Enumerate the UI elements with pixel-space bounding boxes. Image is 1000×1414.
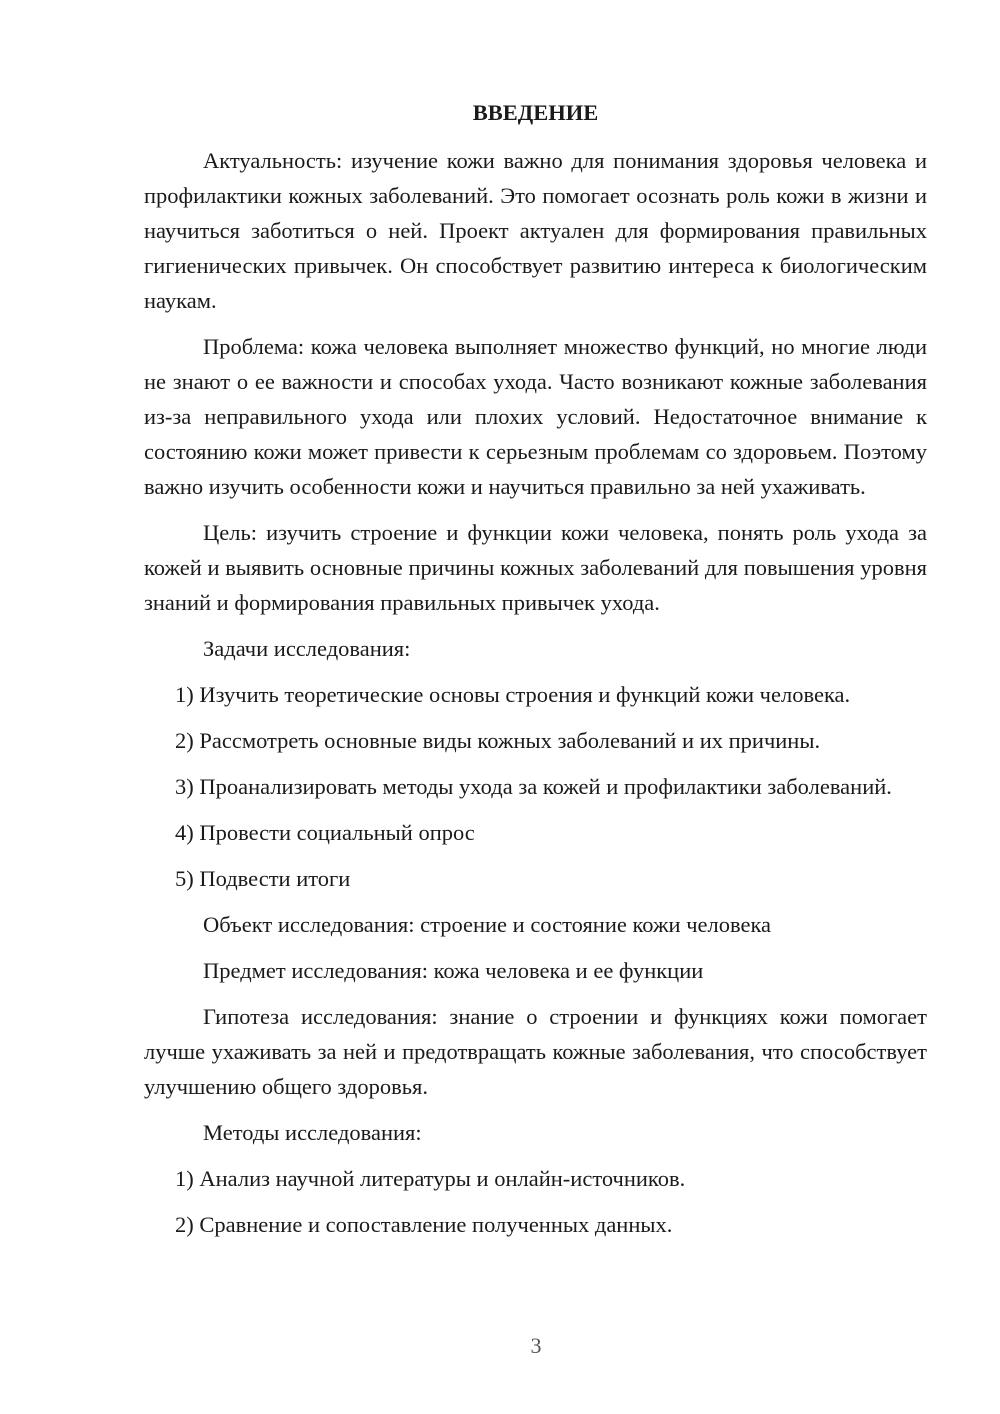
page-number: 3: [530, 1333, 542, 1358]
task-item-1: 1) Изучить теоретические основы строения и функций кожи человека.: [175, 682, 851, 707]
goal-paragraph: Цель: изучить строение и функции кожи человека, понять роль ухода за кожей и выявить основные причины кожных заболеваний для повышения уровня знаний и формирования правильных привычек ухода.: [144, 520, 927, 615]
section-title: ВВЕДЕНИЕ: [472, 100, 599, 125]
method-item-1: 1) Анализ научной литературы и онлайн-источников.: [175, 1166, 686, 1191]
problem-paragraph: Проблема: кожа человека выполняет множество функций, но многие люди не знают о ее важности и способах ухода. Часто возникают кожные заболевания из-за неправильного ухода или плохих условий. Недостаточное внимание к состоянию кожи может привести к серьезным проблемам со здоровьем. Поэтому важно изучить особенности кожи и научиться правильно за ней ухаживать.: [144, 334, 927, 499]
relevance-paragraph: Актуальность: изучение кожи важно для понимания здоровья человека и профилактики кожных заболеваний. Это помогает осознать роль кожи в жизни и научиться заботиться о ней. Проект актуален для формирования правильных гигиенических привычек. Он способствует развитию интереса к биологическим наукам.: [144, 148, 927, 313]
page-content: [144, 95, 927, 1253]
task-item-2: 2) Рассмотреть основные виды кожных заболеваний и их причины.: [175, 728, 821, 753]
tasks-heading: Задачи исследования:: [203, 636, 411, 661]
object-line: Объект исследования: строение и состояние кожи человека: [203, 912, 772, 937]
task-item-5: 5) Подвести итоги: [175, 866, 351, 891]
subject-line: Предмет исследования: кожа человека и ее функции: [203, 958, 704, 983]
methods-heading: Методы исследования:: [203, 1120, 422, 1145]
task-item-4: 4) Провести социальный опрос: [175, 820, 475, 845]
task-item-3: 3) Проанализировать методы ухода за кожей и профилактики заболеваний.: [175, 774, 892, 799]
hypothesis-paragraph: Гипотеза исследования: знание о строении и функциях кожи помогает лучше ухаживать за ней и предотвращать кожные заболевания, что способствует улучшению общего здоровья.: [144, 1004, 927, 1099]
method-item-2: 2) Сравнение и сопоставление полученных данных.: [175, 1212, 673, 1237]
